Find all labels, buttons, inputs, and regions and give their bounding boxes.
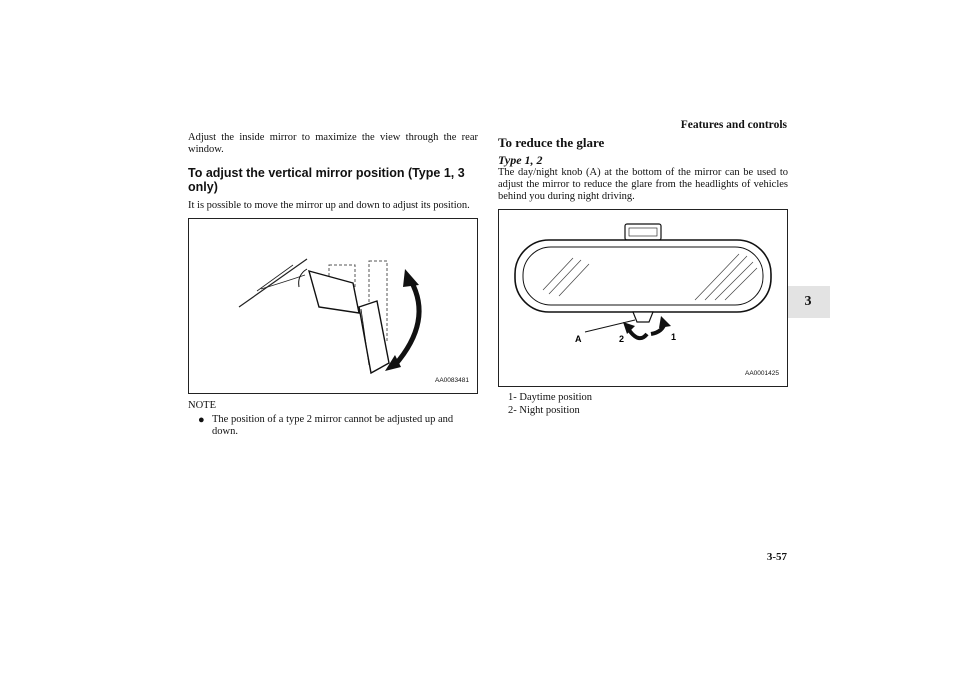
page-number: 3-57 — [766, 551, 787, 563]
mirror-tilt-illustration — [189, 219, 477, 393]
glare-paragraph: The day/night knob (A) at the bottom of the mirror can be used to adjust the mirror to reduce the glare from the headlights of vehicles behind you during night driving. — [498, 167, 788, 202]
mirror-tilt-figure — [188, 218, 478, 394]
legend-item-daytime: 1- Daytime position — [508, 392, 592, 403]
bullet-icon: ● — [198, 414, 205, 426]
note-bullet — [188, 414, 478, 438]
section-heading-glare: To reduce the glare — [498, 135, 605, 150]
left-column — [188, 132, 478, 438]
note-bullet-text: The position of a type 2 mirror cannot be adjusted up and down. — [212, 414, 454, 437]
right-column — [498, 137, 788, 417]
figure-code: AA0001425 — [745, 370, 779, 377]
label-1: 1 — [671, 332, 677, 342]
vertical-adjust-paragraph: It is possible to move the mirror up and down to adjust its position. — [188, 200, 470, 211]
label-2: 2 — [619, 334, 625, 344]
chapter-tab: 3 — [786, 286, 830, 318]
day-night-knob-figure — [498, 209, 788, 387]
note-title: NOTE — [188, 400, 216, 411]
intro-paragraph: Adjust the inside mirror to maximize the view through the rear window. — [188, 132, 478, 155]
label-a: A — [575, 334, 582, 344]
legend-item-night: 2- Night position — [508, 405, 580, 416]
type-subheading: Type 1, 2 — [498, 153, 543, 167]
rearview-mirror-illustration — [499, 210, 787, 386]
section-heading-vertical-adjust: To adjust the vertical mirror position (Type 1, 3 only) — [188, 166, 465, 194]
running-header: Features and controls — [680, 119, 787, 131]
figure-code: AA0083481 — [435, 377, 469, 384]
figure-legend — [498, 391, 788, 417]
